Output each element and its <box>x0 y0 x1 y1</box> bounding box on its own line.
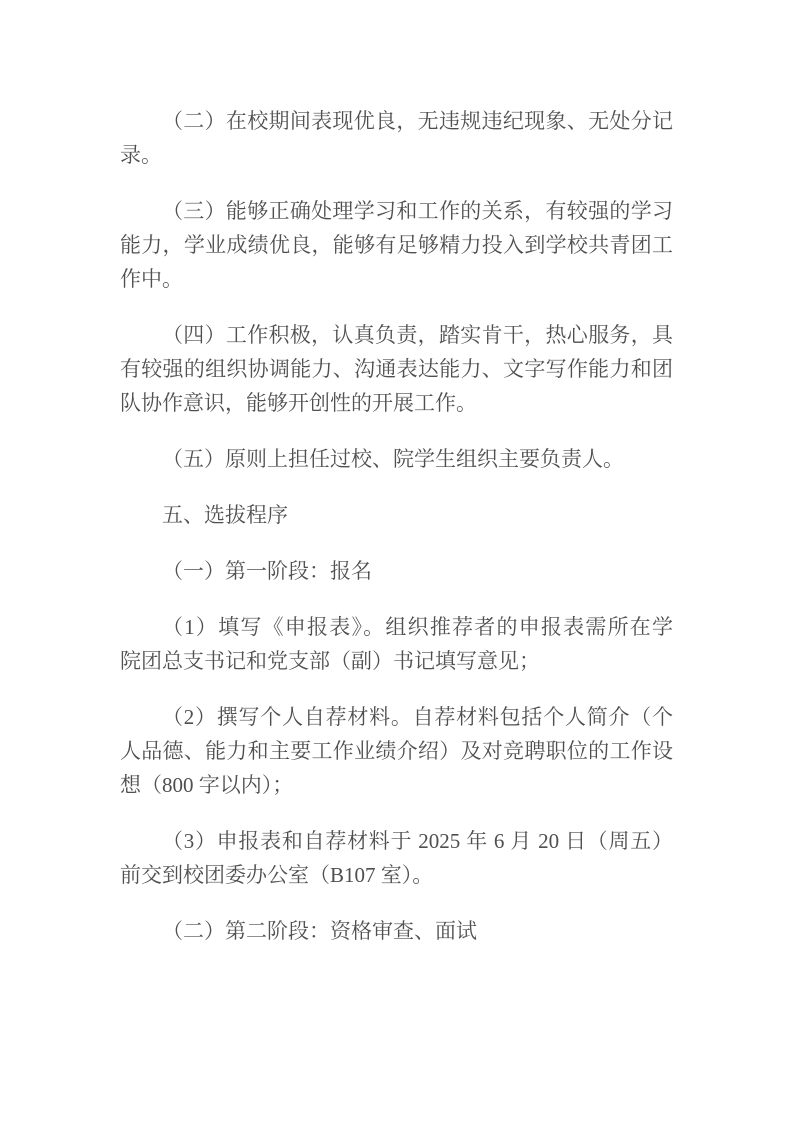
section-heading-selection-procedure <box>120 498 673 532</box>
text-line: （1）填写《申报表》。组织推荐者的申报表需所在学 <box>162 615 673 639</box>
text-line: （3）申报表和自荐材料于 2025 年 6 月 20 日（周五） <box>162 829 673 853</box>
paragraph-step-2 <box>120 700 673 802</box>
paragraph-condition-5 <box>120 442 673 476</box>
text-line: 前交到校团委办公室（B107 室）。 <box>120 863 434 887</box>
text-line: 作中。 <box>120 267 183 291</box>
paragraph-condition-3 <box>120 194 673 296</box>
paragraph-step-1 <box>120 610 673 678</box>
text-line: 五、选拔程序 <box>162 503 288 527</box>
text-line: （二）第二阶段：资格审查、面试 <box>162 919 477 943</box>
text-line: （三）能够正确处理学习和工作的关系，有较强的学习 <box>162 199 673 223</box>
text-line: 队协作意识，能够开创性的开展工作。 <box>120 391 477 415</box>
text-line: （二）在校期间表现优良，无违规违纪现象、无处分记 <box>162 109 673 133</box>
paragraph-condition-2 <box>120 104 673 172</box>
text-line: 人品德、能力和主要工作业绩介绍）及对竞聘职位的工作设 <box>120 739 673 763</box>
document-body <box>120 104 673 970</box>
text-line: （2）撰写个人自荐材料。自荐材料包括个人简介（个 <box>162 705 673 729</box>
text-line: 录。 <box>120 143 162 167</box>
text-line: 能力，学业成绩优良，能够有足够精力投入到学校共青团工 <box>120 233 673 257</box>
text-line: 院团总支书记和党支部（副）书记填写意见； <box>120 649 540 673</box>
text-line: （一）第一阶段：报名 <box>162 559 372 583</box>
text-line: 想（800 字以内）； <box>120 773 294 797</box>
text-line: （四）工作积极，认真负责，踏实肯干，热心服务，具 <box>162 323 673 347</box>
paragraph-step-3 <box>120 824 673 892</box>
text-line: 有较强的组织协调能力、沟通表达能力、文字写作能力和团 <box>120 357 673 381</box>
paragraph-condition-4 <box>120 318 673 420</box>
subheading-stage-1 <box>120 554 673 588</box>
text-line: （五）原则上担任过校、院学生组织主要负责人。 <box>162 447 624 471</box>
subheading-stage-2 <box>120 914 673 948</box>
